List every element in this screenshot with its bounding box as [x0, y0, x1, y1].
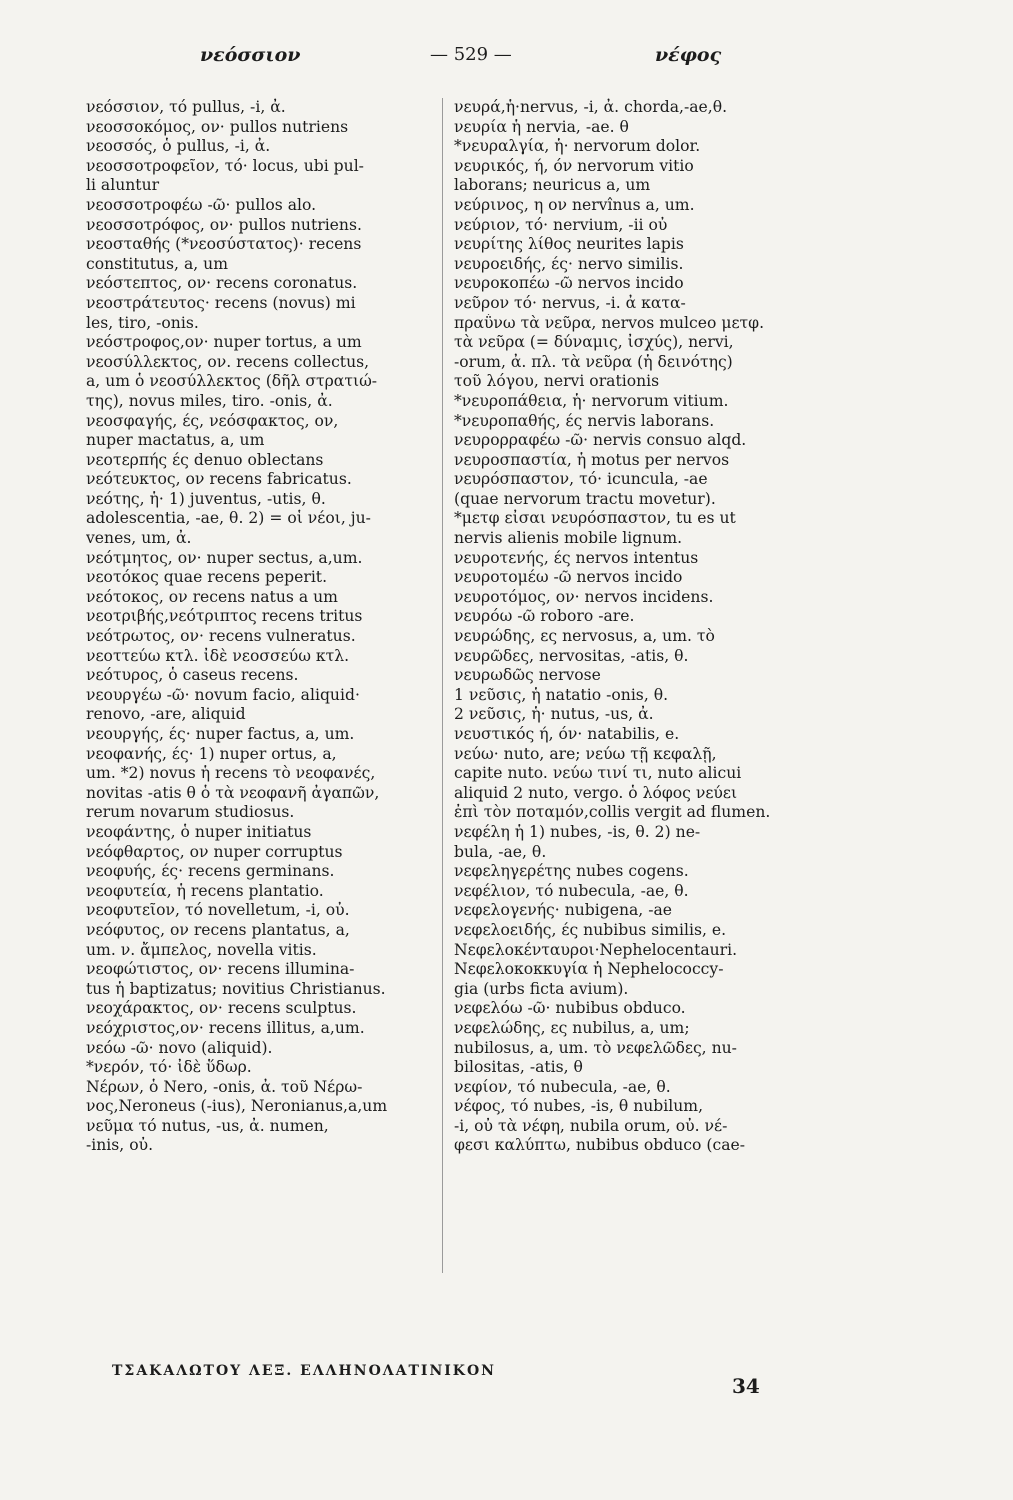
text-line: νεοσσοτροφεῖον, τό· locus, ubi pul-	[86, 156, 364, 175]
text-line: νεοφανής, ές· 1) nuper ortus, a,	[86, 744, 337, 763]
text-line: νεοσσοκόμος, ον· pullos nutriens	[86, 117, 349, 136]
text-line: νευρά,ἡ·nervus, -i, ἀ. chorda,-ae,θ.	[454, 98, 728, 116]
text-line: a, um ὁ νεοσύλλεκτος (δῆλ στρατιώ-	[86, 372, 378, 391]
text-line: νεφελογενής· nubigena, -ae	[454, 901, 673, 920]
text-line: *νευροπαθής, ές nervis laborans.	[454, 411, 715, 430]
right-column	[454, 98, 826, 1156]
text-line: -i, οὐ τὰ νέφη, nubila orum, οὐ. νέ-	[454, 1116, 728, 1135]
text-line: νεόω -ῶ· novo (aliquid).	[86, 1038, 273, 1057]
text-line: Νεφελοκοκκυγία ἡ Nephelococcy-	[454, 960, 724, 979]
text-line: νεῦμα τό nutus, -us, ἀ. numen,	[86, 1116, 329, 1135]
text-line: νευρόσπαστον, τό· icuncula, -ae	[454, 470, 708, 489]
text-line: νεύω· nuto, are; νεύω τῇ κεφαλῇ,	[454, 744, 717, 763]
text-line: νευρορραφέω -ῶ· nervis consuo alqd.	[454, 431, 747, 450]
text-line: νεόσσιον, τό pullus, -i, ἀ.	[86, 98, 286, 116]
text-line: νεφελοειδής, ές nubibus similis, e.	[454, 920, 727, 939]
text-line: νεουργής, ές· nuper factus, a, um.	[86, 725, 355, 743]
text-line: νεοσσός, ὁ pullus, -i, ἀ.	[86, 137, 271, 156]
text-line: adolescentia, -ae, θ. 2) = οἱ νέοι, ju-	[86, 509, 371, 528]
text-line: ἐπὶ τὸν ποταμόν,collis vergit ad flumen.	[454, 803, 771, 822]
text-line: *νευροπάθεια, ἡ· nervorum vitium.	[454, 391, 729, 410]
text-line: *νερόν, τό· ἰδὲ ὕδωρ.	[86, 1058, 252, 1077]
text-line: bilositas, -atis, θ	[454, 1058, 583, 1077]
text-line: tus ἡ baptizatus; novitius Christianus.	[86, 979, 386, 998]
text-line: νεοσφαγής, ές, νεόσφακτος, ον,	[86, 411, 339, 430]
text-line: νεουργέω -ῶ· novum facio, aliquid·	[86, 685, 360, 704]
text-line: νεόχριστος,ον· recens illitus, a,um.	[86, 1018, 365, 1037]
text-line: τοῦ λόγου, nervi orationis	[454, 372, 660, 391]
text-line: νευστικός ή, όν· natabilis, e.	[454, 725, 680, 743]
left-column	[86, 98, 436, 1156]
text-line: νεοσύλλεκτος, ον. recens collectus,	[86, 352, 370, 371]
text-line: νευρώδης, ες nervosus, a, um. τὸ	[454, 627, 715, 646]
text-line: νευρωδῶς nervose	[454, 666, 601, 685]
text-line: νεῦρον τό· nervus, -i. ἀ κατα-	[454, 293, 686, 312]
text-line: novitas -atis θ ὁ τὰ νεοφανῆ ἀγαπῶν,	[86, 783, 380, 802]
text-line: νεόστροφος,ον· nuper tortus, a um	[86, 333, 362, 352]
text-line: νευρικός, ή, όν nervorum vitio	[454, 156, 694, 175]
text-line: νευρῶδες, nervositas, -atis, θ.	[454, 646, 689, 665]
text-line: li aluntur	[86, 176, 160, 195]
text-line: νεότυρος, ὁ caseus recens.	[86, 666, 299, 685]
text-line: νος,Neroneus (-ius), Neronianus,a,um	[86, 1097, 388, 1116]
text-line: renovo, -are, aliquid	[86, 705, 246, 724]
text-line: Νέρων, ὁ Nero, -onis, ἀ. τοῦ Νέρω-	[86, 1077, 363, 1096]
text-line: -inis, οὐ.	[86, 1136, 154, 1155]
text-line: (quae nervorum tractu movetur).	[454, 489, 716, 508]
text-line: νεότοκος, ον recens natus a um	[86, 587, 338, 606]
header-left-guideword: νεόσσιον	[200, 44, 301, 66]
text-line: νεότμητος, ον· nuper sectus, a,um.	[86, 548, 363, 567]
text-line: νεοφώτιστος, ον· recens illumina-	[86, 960, 355, 979]
text-line: νεοφυής, ές· recens germinans.	[86, 862, 335, 881]
text-line: νεότευκτος, ον recens fabricatus.	[86, 470, 352, 489]
text-line: νεοττεύω κτλ. ἰδὲ νεοσσεύω κτλ.	[86, 646, 350, 665]
text-line: νεόστεπτος, ον· recens coronatus.	[86, 274, 358, 293]
text-line: *νευραλγία, ἡ· nervorum dolor.	[454, 137, 701, 156]
text-line: νεοσσοτρόφος, ον· pullos nutriens.	[86, 215, 362, 234]
text-line: um. *2) novus ἡ recens τὸ νεοφανές,	[86, 764, 376, 783]
text-line: νευροτομέω -ῶ nervos incido	[454, 568, 683, 587]
signature-mark: 34	[732, 1374, 760, 1398]
text-line: capite nuto. νεύω τινί τι, nuto alicui	[454, 764, 742, 783]
text-line: νεοσταθής (*νεοσύστατος)· recens	[86, 235, 362, 254]
text-line: νεφίον, τό nubecula, -ae, θ.	[454, 1077, 671, 1096]
text-line: νεότης, ἡ· 1) juventus, -utis, θ.	[86, 489, 326, 508]
text-line: νεύριον, τό· nervium, -ii οὐ	[454, 215, 668, 234]
text-line: νεοστράτευτος· recens (novus) mi	[86, 293, 356, 312]
text-line: *μετφ εἶσαι νευρόσπαστον, tu es ut	[454, 509, 736, 528]
header-right-guideword: νέφος	[655, 44, 722, 66]
text-line: νεοτριβής,νεότριπτος recens tritus	[86, 607, 363, 626]
text-line: νεοφυτεία, ἡ recens plantatio.	[86, 881, 324, 900]
text-line: πραΰνω τὰ νεῦρα, nervos mulceo μετφ.	[454, 313, 765, 332]
text-line: νεοφυτεῖον, τό novelletum, -i, οὐ.	[86, 901, 350, 920]
text-line: nervis alienis mobile lignum.	[454, 529, 683, 548]
text-line: nuper mactatus, a, um	[86, 431, 265, 450]
publisher-footer: ΤΣΑΚΑΛΩΤΟΥ ΛΕΞ. ΕΛΛΗΝΟΛΑΤΙΝΙΚΟΝ	[112, 1363, 496, 1379]
text-line: νευρόω -ῶ roboro -are.	[454, 607, 635, 626]
text-line: νευρίτης λίθος neurites lapis	[454, 235, 684, 254]
text-line: νεόφθαρτος, ον nuper corruptus	[86, 842, 343, 861]
text-line: νεφελόω -ῶ· nubibus obduco.	[454, 999, 686, 1018]
text-line: laborans; neuricus a, um	[454, 176, 651, 195]
text-line: -orum, ἀ. πλ. τὰ νεῦρα (ἡ δεινότης)	[454, 352, 733, 371]
text-line: νευρία ἡ nervia, -ae. θ	[454, 117, 629, 136]
text-line: νεοσσοτροφέω -ῶ· pullos alo.	[86, 195, 317, 214]
text-line: 1 νεῦσις, ἡ natatio -onis, θ.	[454, 685, 669, 704]
text-line: τὰ νεῦρα (= δύναμις, ἰσχύς), nervi,	[454, 333, 734, 352]
text-line: les, tiro, -onis.	[86, 313, 199, 332]
text-line: νεφεληγερέτης nubes cogens.	[454, 862, 689, 881]
text-line: νεοτερπής ές denuo oblectans	[86, 450, 324, 469]
text-line: νεφέλιον, τό nubecula, -ae, θ.	[454, 881, 689, 900]
text-line: της), novus miles, tiro. -onis, ἀ.	[86, 391, 333, 410]
column-divider	[442, 98, 443, 1273]
text-line: nubilosus, a, um. τὸ νεφελῶδες, nu-	[454, 1038, 737, 1057]
page-number: — 529 —	[430, 44, 512, 65]
text-line: νευροειδής, ές· nervo similis.	[454, 254, 684, 273]
text-line: Νεφελοκένταυροι·Nephelocentauri.	[454, 940, 738, 959]
text-line: νεοχάρακτος, ον· recens sculptus.	[86, 999, 357, 1018]
text-line: νεύρινος, η ον nervînus a, um.	[454, 195, 695, 214]
text-line: aliquid 2 nuto, vergo. ὁ λόφος νεύει	[454, 783, 738, 802]
text-line: νέφος, τό nubes, -is, θ nubilum,	[454, 1097, 704, 1116]
text-line: νευροτόμος, ον· nervos incidens.	[454, 587, 714, 606]
text-line: φεσι καλύπτω, nubibus obduco (cae-	[454, 1136, 745, 1155]
text-line: νευροκοπέω -ῶ nervos incido	[454, 274, 684, 293]
text-line: 2 νεῦσις, ἡ· nutus, -us, ἀ.	[454, 705, 654, 724]
text-line: νεόφυτος, ον recens plantatus, a,	[86, 920, 350, 939]
text-line: gia (urbs ficta avium).	[454, 979, 629, 998]
text-line: venes, um, ἀ.	[86, 529, 192, 548]
text-line: νεότρωτος, ον· recens vulneratus.	[86, 627, 356, 646]
text-line: νεοφάντης, ὁ nuper initiatus	[86, 822, 312, 841]
text-line: rerum novarum studiosus.	[86, 803, 295, 822]
text-line: νευροσπαστία, ἡ motus per nervos	[454, 450, 730, 469]
text-line: bula, -ae, θ.	[454, 842, 547, 861]
text-line: νεοτόκος quae recens peperit.	[86, 568, 328, 587]
text-line: νεφελώδης, ες nubilus, a, um;	[454, 1018, 690, 1037]
text-line: constitutus, a, um	[86, 254, 228, 273]
text-line: νεφέλη ἡ 1) nubes, -is, θ. 2) ne-	[454, 822, 701, 841]
text-line: um. ν. ἄμπελος, novella vitis.	[86, 940, 317, 959]
text-line: νευροτενής, ές nervos intentus	[454, 548, 699, 567]
